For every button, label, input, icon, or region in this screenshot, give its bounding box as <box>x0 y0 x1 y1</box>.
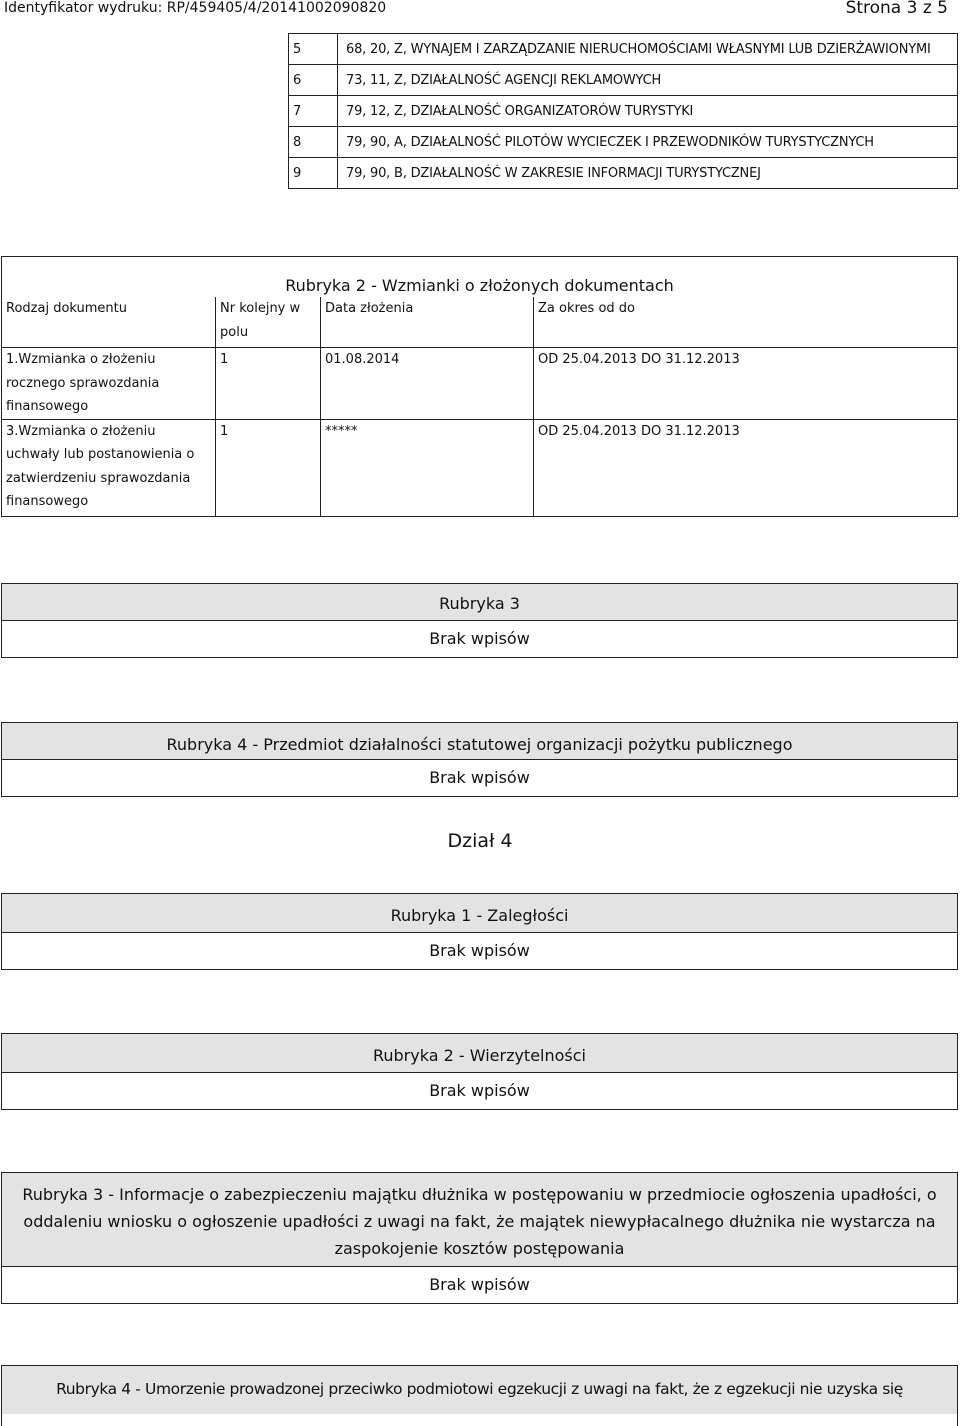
section-title: Rubryka 4 - Przedmiot działalności statutowej organizacji pożytku publicznego <box>2 723 957 760</box>
documents-table-title: Rubryka 2 - Wzmianki o złożonych dokumentach <box>2 257 958 298</box>
activity-text: 79, 90, B, DZIAŁALNOŚĆ W ZAKRESIE INFORMACJI TURYSTYCZNEJ <box>338 158 958 189</box>
division-title: Dział 4 <box>447 830 513 852</box>
col-header-number: Nr kolejny w polu <box>216 297 321 348</box>
empty-notice: Brak wpisów <box>429 941 530 960</box>
doc-period: OD 25.04.2013 DO 31.12.2013 <box>534 348 958 420</box>
section-title: Rubryka 1 - Zaległości <box>2 894 957 933</box>
doc-period: OD 25.04.2013 DO 31.12.2013 <box>534 419 958 516</box>
activity-no: 7 <box>289 96 338 127</box>
section-title: Rubryka 2 - Wierzytelności <box>2 1034 957 1073</box>
table-row <box>2 419 958 516</box>
doc-number: 1 <box>216 348 321 420</box>
page-number: Strona 3 z 5 <box>845 0 948 18</box>
empty-notice: Brak wpisów <box>429 1081 530 1100</box>
section-zaleglosci <box>1 893 958 970</box>
section-wierzytelnosci <box>1 1033 958 1110</box>
doc-type: 3.Wzmianka o złożeniu uchwały lub postanowienia o zatwierdzeniu sprawozdania finansowego <box>2 419 216 516</box>
doc-date: 01.08.2014 <box>321 348 534 420</box>
activity-row <box>289 96 958 127</box>
activity-row <box>289 34 958 65</box>
section-title: Rubryka 4 - Umorzenie prowadzonej przeciwko podmiotowi egzekucji z uwagi na fakt, że z egzekucji nie uzyska się <box>2 1366 957 1414</box>
activity-text: 79, 12, Z, DZIAŁALNOŚĆ ORGANIZATORÓW TURYSTYKI <box>338 96 958 127</box>
activity-list <box>288 33 958 189</box>
empty-notice: Brak wpisów <box>429 1275 530 1294</box>
print-identifier: Identyfikator wydruku: RP/459405/4/20141002090820 <box>4 0 387 16</box>
empty-notice: Brak wpisów <box>429 629 530 648</box>
activity-no: 6 <box>289 65 338 96</box>
section-title: Rubryka 3 <box>2 584 957 621</box>
section-title: Rubryka 3 - Informacje o zabezpieczeniu majątku dłużnika w postępowaniu w przedmiocie ogłoszenia upadłości, o oddaleniu wniosku o ogłoszenie upadłości z uwagi na fakt, że majątek niewypłacalnego dłużnika nie wystarcza na zaspokojenie kosztów postępowania <box>2 1173 957 1267</box>
activity-row <box>289 127 958 158</box>
activity-no: 5 <box>289 34 338 65</box>
activity-text: 68, 20, Z, WYNAJEM I ZARZĄDZANIE NIERUCHOMOŚCIAMI WŁASNYMI LUB DZIERŻAWIONYMI <box>338 34 958 65</box>
doc-type: 1.Wzmianka o złożeniu rocznego sprawozdania finansowego <box>2 348 216 420</box>
col-header-date: Data złożenia <box>321 297 534 348</box>
col-header-period: Za okres od do <box>534 297 958 348</box>
col-header-doc-type: Rodzaj dokumentu <box>2 297 216 348</box>
empty-notice: Brak wpisów <box>429 768 530 787</box>
section-zabezpieczenie <box>1 1172 958 1304</box>
section-umorzenie <box>1 1365 958 1426</box>
activity-text: 73, 11, Z, DZIAŁALNOŚĆ AGENCJI REKLAMOWYCH <box>338 65 958 96</box>
activity-row <box>289 158 958 189</box>
doc-date: ***** <box>321 419 534 516</box>
section-rubryka-4 <box>1 722 958 797</box>
activity-no: 9 <box>289 158 338 189</box>
section-rubryka-3 <box>1 583 958 658</box>
activity-row <box>289 65 958 96</box>
activity-text: 79, 90, A, DZIAŁALNOŚĆ PILOTÓW WYCIECZEK I PRZEWODNIKÓW TURYSTYCZNYCH <box>338 127 958 158</box>
table-row <box>2 348 958 420</box>
activity-no: 8 <box>289 127 338 158</box>
doc-number: 1 <box>216 419 321 516</box>
documents-table <box>1 256 958 517</box>
